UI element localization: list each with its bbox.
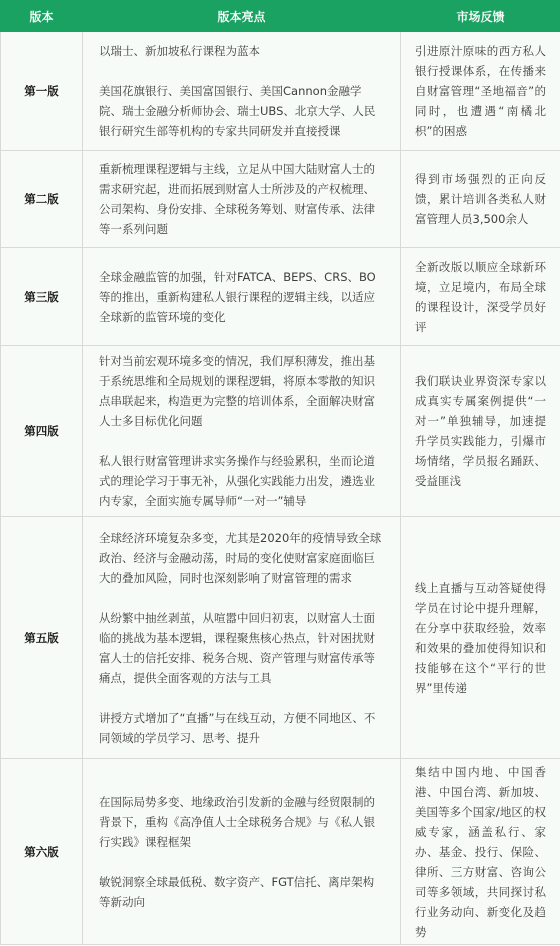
feedback-cell: 集结中国内地、中国香港、中国台湾、新加坡、美国等多个国家/地区的权威专家，涵盖私行、家办、基金、投行、保险、律所、三方财富、咨询公司等多领域，共同探讨私行业务动向、新变化及趋势 xyxy=(401,759,560,945)
highlights-cell xyxy=(83,248,401,346)
highlights-cell xyxy=(83,517,401,759)
header-feedback: 市场反馈 xyxy=(401,1,560,32)
table-row xyxy=(1,248,560,346)
feedback-cell: 全新改版以顺应全球新环境，立足境内，布局全球的课程设计，深受学员好评 xyxy=(401,248,560,346)
feedback-cell: 我们联诀业界资深专家以成真实专属案例提供“一对一”单独辅导，加速提升学员实践能力，引爆市场情绪，学员报名踊跃、受益匪浅 xyxy=(401,346,560,517)
highlights-cell xyxy=(83,32,401,151)
version-cell: 第二版 xyxy=(1,151,83,248)
version-cell: 第五版 xyxy=(1,517,83,759)
feedback-cell: 引进原汁原味的西方私人银行授课体系，在传播来自财富管理“圣地福音”的同时，也遭遇“南橘北枳”的困惑 xyxy=(401,32,560,151)
table-row xyxy=(1,759,560,945)
highlight-paragraph: 重新梳理课程逻辑与主线，立足从中国大陆财富人士的需求研究起，进而拓展到财富人士所涉及的产权梳理、公司架构、身份安排、全球税务筹划、财富传承、法律等一系列问题 xyxy=(99,162,375,236)
header-version: 版本 xyxy=(1,1,83,32)
version-cell: 第一版 xyxy=(1,32,83,151)
feedback-cell: 得到市场强烈的正向反馈，累计培训各类私人财富管理人员3,500余人 xyxy=(401,151,560,248)
highlight-paragraph: 从纷繁中抽丝剥茧，从喧嚣中回归初衷，以财富人士面临的挑战为基本逻辑，课程聚焦核心热点，针对困扰财富人士的信托安排、税务合规、资产管理与财富传承等痛点，提供全面客观的方法与工具 xyxy=(99,610,375,685)
highlights-cell xyxy=(83,759,401,945)
highlight-paragraph: 以瑞士、新加坡私行课程为蓝本 xyxy=(99,44,260,58)
feedback-cell: 线上直播与互动答疑使得学员在讨论中提升理解，在分享中获取经验，效率和效果的叠加使得知识和技能够在这个“平行的世界”里传递 xyxy=(401,517,560,759)
version-cell: 第四版 xyxy=(1,346,83,517)
table-row xyxy=(1,151,560,248)
highlights-cell xyxy=(83,346,401,517)
highlight-paragraph: 全球金融监管的加强，针对FATCA、BEPS、CRS、BO等的推出，重新构建私人银行课程的逻辑主线，以适应全球新的监管环境的变化 xyxy=(99,269,376,324)
version-cell: 第三版 xyxy=(1,248,83,346)
table-row xyxy=(1,32,560,151)
highlight-paragraph: 敏锐洞察全球最低税、数字资产、FGT信托、离岸架构等新动向 xyxy=(99,874,375,909)
highlight-paragraph: 私人银行财富管理讲求实务操作与经验累积，坐而论道式的理论学习于事无补，从强化实践能力出发，遴选业内专家，全面实施专属导师“一对一”辅导 xyxy=(99,454,375,508)
header-row xyxy=(1,1,560,32)
highlight-paragraph: 针对当前宏观环境多变的情况，我们厚积薄发，推出基于系统思维和全局规划的课程逻辑，将原本零散的知识点串联起来，构造更为完整的培训体系，全面解决财富人士多目标优化问题 xyxy=(99,354,375,428)
table-row xyxy=(1,346,560,517)
version-cell: 第六版 xyxy=(1,759,83,945)
table-row xyxy=(1,517,560,759)
highlight-paragraph: 美国花旗银行、美国富国银行、美国Cannon金融学院、瑞士金融分析师协会、瑞士UBS、北京大学、人民银行研究生部等机构的专家共同研发并直接授课 xyxy=(99,84,376,138)
header-highlights: 版本亮点 xyxy=(83,1,401,32)
highlight-paragraph: 在国际局势多变、地缘政治引发新的金融与经贸限制的背景下，重构《高净值人士全球税务合规》与《私人银行实践》课程框架 xyxy=(99,794,375,849)
highlight-paragraph: 全球经济环境复杂多变，尤其是2020年的疫情导致全球政治、经济与金融动荡，时局的变化使财富家庭面临巨大的叠加风险，同时也深刻影响了财富管理的需求 xyxy=(99,530,382,585)
highlights-cell xyxy=(83,151,401,248)
highlight-paragraph: 讲授方式增加了“直播”与在线互动，方便不同地区、不同领域的学员学习、思考、提升 xyxy=(99,710,376,745)
